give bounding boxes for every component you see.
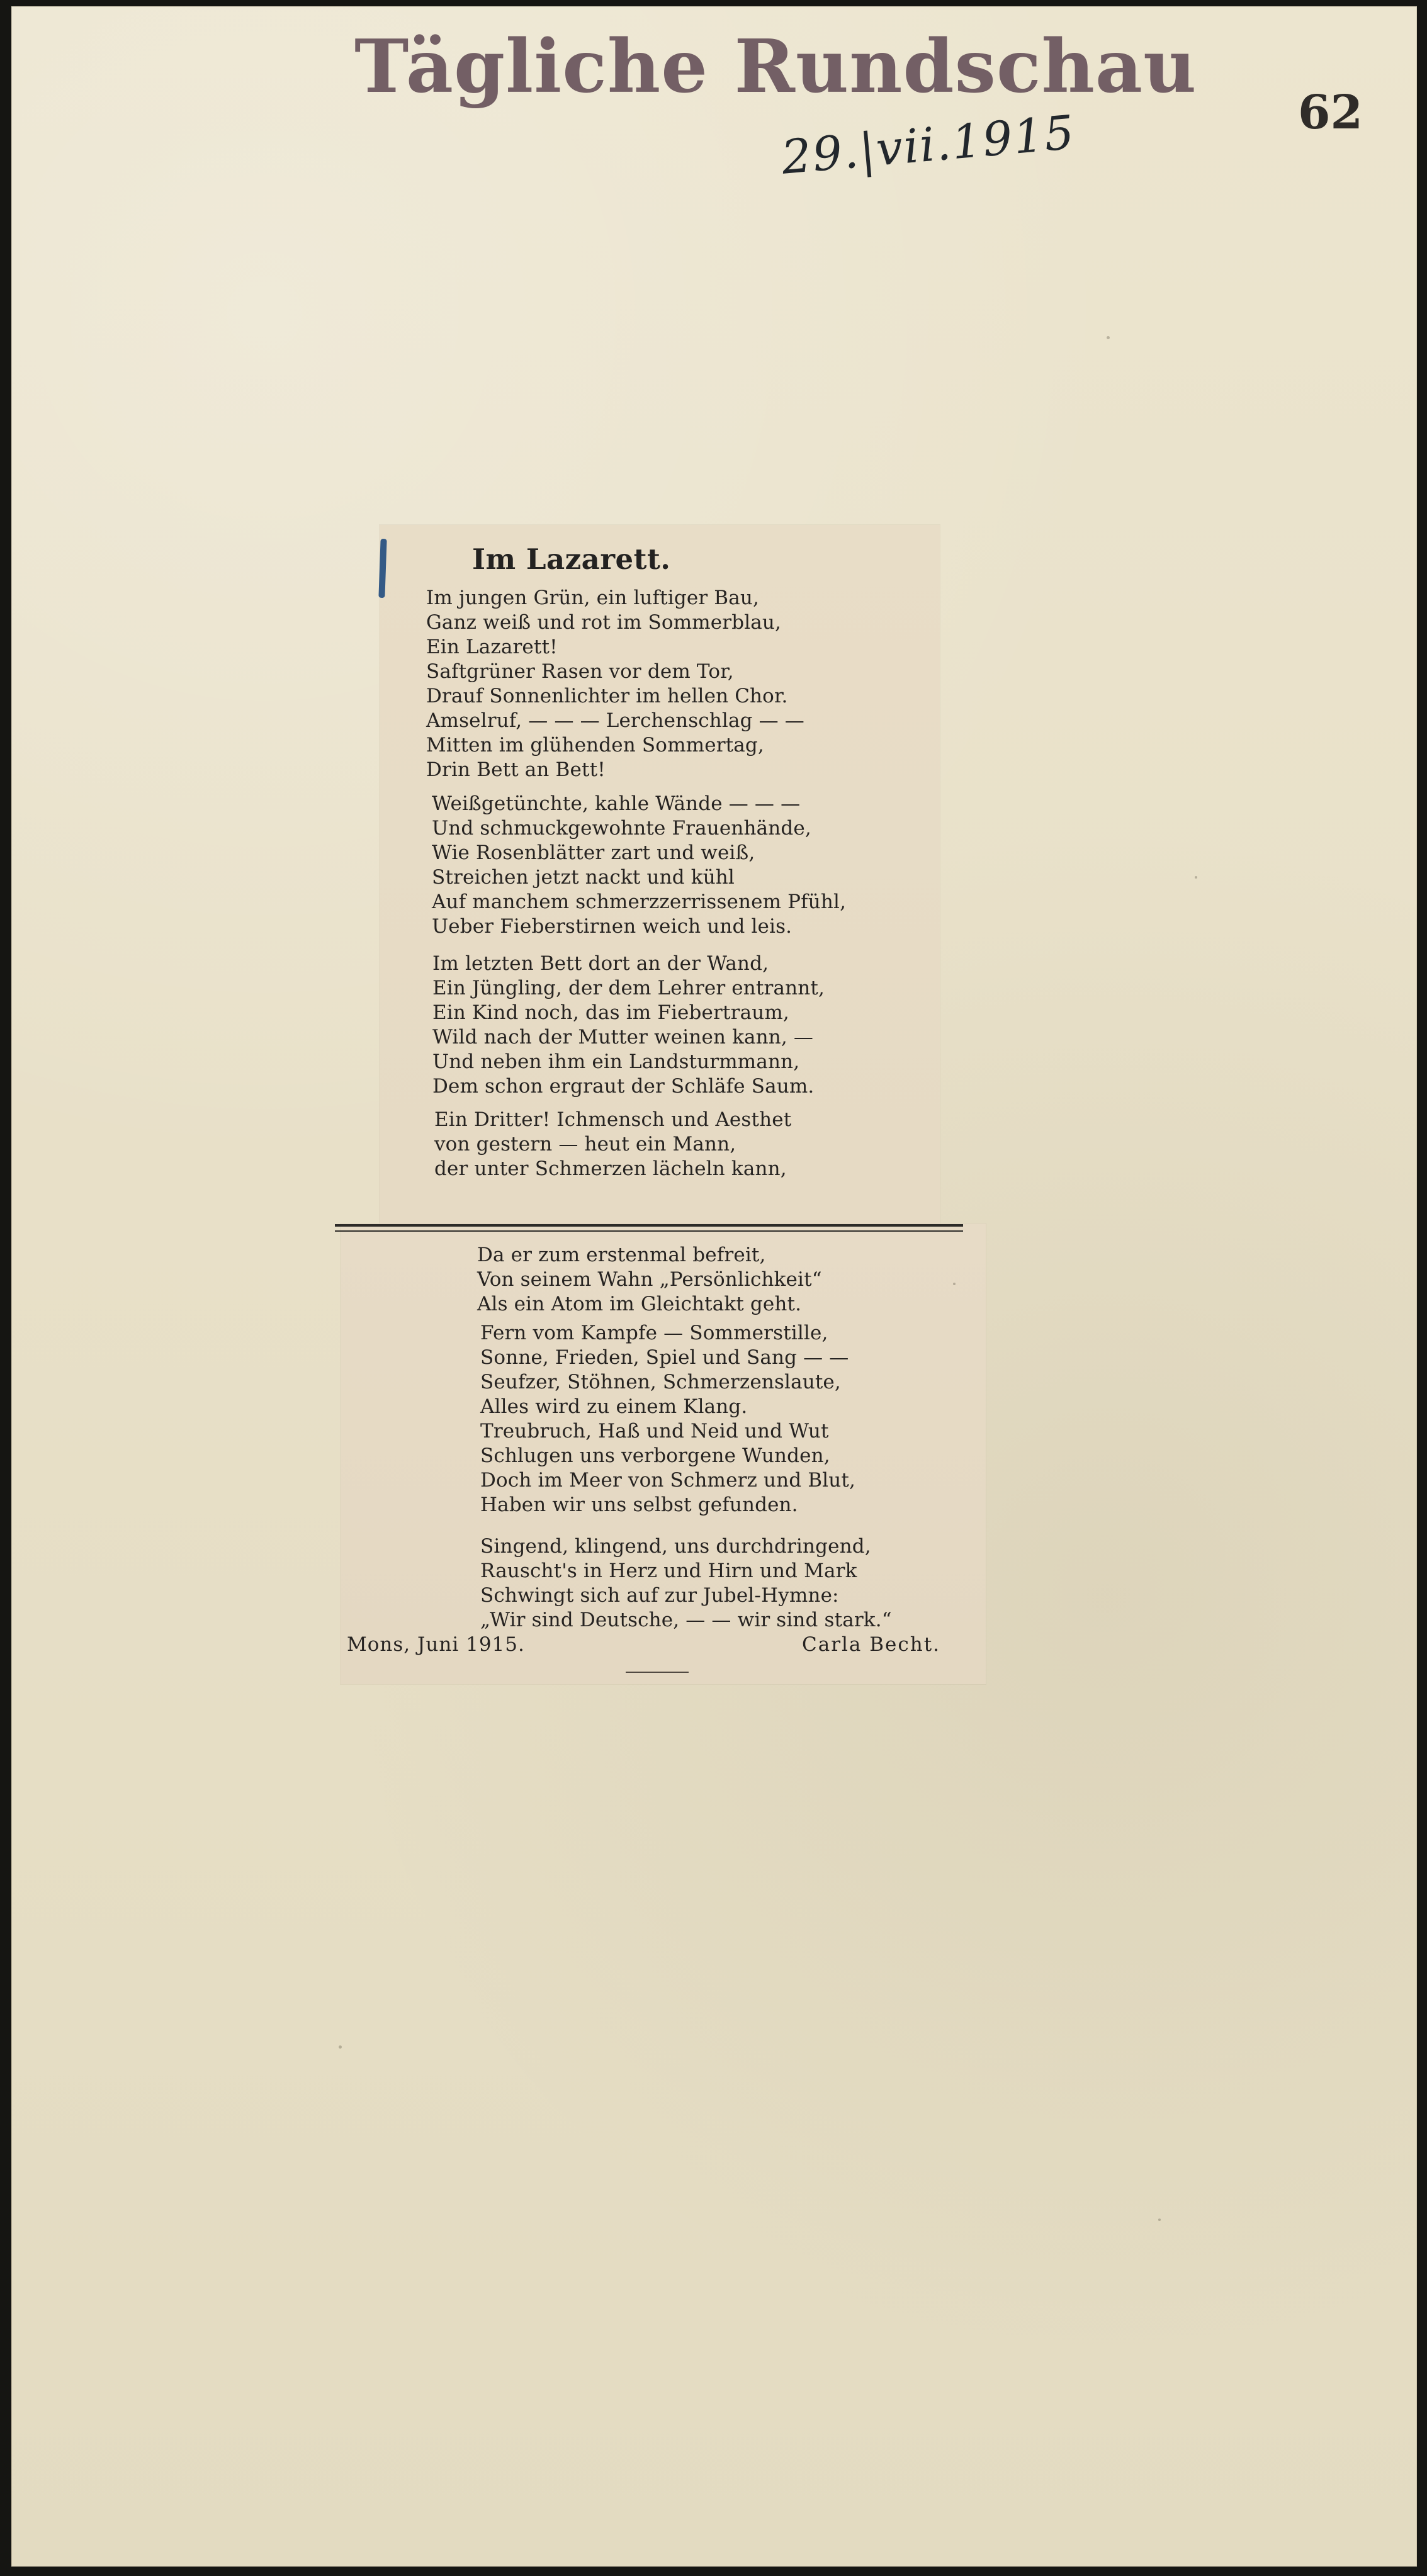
poem-line: Doch im Meer von Schmerz und Blut, — [480, 1469, 855, 1492]
poem-line: Im letzten Bett dort an der Wand, — [432, 952, 769, 975]
poem-line: Auf manchem schmerzzerrissenem Pfühl, — [432, 891, 847, 913]
clipping-divider-light — [335, 1230, 963, 1232]
poem-line: Dem schon ergraut der Schläfe Saum. — [432, 1075, 815, 1098]
poem-line: Alles wird zu einem Klang. — [480, 1395, 748, 1418]
poem-stanza-1 — [426, 586, 804, 782]
poem-line: Singend, klingend, uns durchdringend, — [480, 1535, 871, 1558]
poem-line: Ein Kind noch, das im Fiebertraum, — [432, 1001, 789, 1024]
poem-line: Haben wir uns selbst gefunden. — [480, 1493, 798, 1516]
poem-line: Von seinem Wahn „Persönlichkeit“ — [477, 1268, 822, 1291]
place-date: Mons, Juni 1915. — [347, 1633, 525, 1656]
poem-line: Ein Dritter! Ichmensch und Aesthet — [434, 1108, 792, 1131]
poem-line: Und schmuckgewohnte Frauenhände, — [432, 817, 811, 840]
paper-speck — [953, 1283, 956, 1285]
poem-line: „Wir sind Deutsche, — — wir sind stark.“ — [480, 1609, 892, 1631]
poem-line: der unter Schmerzen lächeln kann, — [434, 1157, 787, 1180]
poem-stanza-4 — [434, 1108, 791, 1181]
poem-line: Wie Rosenblätter zart und weiß, — [432, 841, 755, 864]
poem-line: Ein Lazarett! — [426, 636, 558, 658]
newspaper-title-stamp: Tägliche Rundschau — [354, 24, 1197, 110]
poem-line: Mitten im glühenden Sommertag, — [426, 734, 764, 756]
handwritten-date: 29.|vii.1915 — [779, 105, 1078, 185]
poem-line: Amselruf, — — — Lerchenschlag — — — [426, 709, 804, 732]
poem-title: Im Lazarett. — [472, 543, 671, 576]
poem-line: Ganz weiß und rot im Sommerblau, — [426, 611, 782, 634]
paper-speck — [1195, 876, 1197, 879]
poem-line: Saftgrüner Rasen vor dem Tor, — [426, 660, 734, 683]
poem-line: Weißgetünchte, kahle Wände — — — — [432, 792, 801, 815]
poem-stanza-2 — [432, 792, 846, 939]
poem-stanza-3 — [432, 952, 825, 1099]
poem-line: Sonne, Frieden, Spiel und Sang — — — [480, 1346, 849, 1369]
paper-speck — [339, 2045, 342, 2049]
paper-speck — [1158, 2219, 1161, 2221]
poem-stanza-7 — [480, 1534, 892, 1633]
poem-line: Drin Bett an Bett! — [426, 758, 606, 781]
poem-line: Als ein Atom im Gleichtakt geht. — [477, 1293, 802, 1315]
poem-line: Ein Jüngling, der dem Lehrer entrannt, — [432, 977, 825, 999]
poem-line: Ueber Fieberstirnen weich und leis. — [432, 915, 792, 938]
poem-stanza-5 — [477, 1243, 822, 1317]
poem-line: Rauscht's in Herz und Hirn und Mark — [480, 1560, 857, 1582]
paper-speck — [1107, 336, 1110, 339]
poem-line: Schwingt sich auf zur Jubel-Hymne: — [480, 1584, 839, 1607]
author-name: Carla Becht. — [802, 1633, 941, 1656]
archive-page — [11, 6, 1417, 2567]
poem-line: Streichen jetzt nackt und kühl — [432, 866, 735, 889]
poem-line: Seufzer, Stöhnen, Schmerzenslaute, — [480, 1371, 841, 1393]
poem-line: von gestern — heut ein Mann, — [434, 1133, 736, 1156]
poem-line: Und neben ihm ein Landsturmmann, — [432, 1050, 800, 1073]
poem-line: Drauf Sonnenlichter im hellen Chor. — [426, 685, 788, 707]
poem-line: Treubruch, Haß und Neid und Wut — [480, 1420, 829, 1443]
poem-line: Fern vom Kampfe — Sommerstille, — [480, 1322, 828, 1344]
ending-rule — [626, 1672, 689, 1673]
poem-line: Schlugen uns verborgene Wunden, — [480, 1444, 830, 1467]
poem-line: Da er zum erstenmal befreit, — [477, 1244, 766, 1266]
page-number: 62 — [1298, 86, 1363, 140]
poem-stanza-6 — [480, 1321, 855, 1517]
poem-line: Wild nach der Mutter weinen kann, — — [432, 1026, 814, 1049]
clipping-divider-heavy — [335, 1224, 963, 1227]
poem-line: Im jungen Grün, ein luftiger Bau, — [426, 587, 759, 609]
